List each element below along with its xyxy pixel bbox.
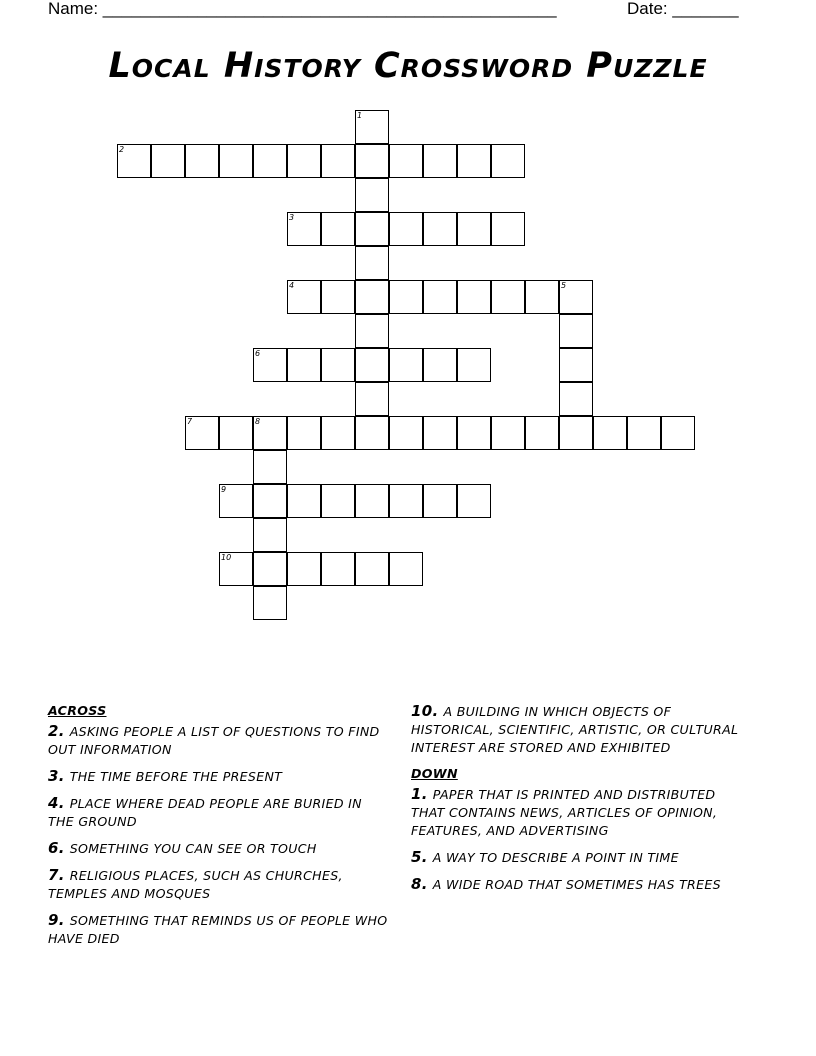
clue-number: 6 <box>255 349 261 358</box>
grid-cell[interactable] <box>593 416 627 450</box>
grid-cell[interactable] <box>457 144 491 178</box>
clues-column-right <box>411 702 741 902</box>
grid-cell[interactable] <box>355 416 389 450</box>
grid-cell[interactable] <box>423 280 457 314</box>
page-title: Local History Crossword Puzzle <box>108 46 708 86</box>
grid-cell[interactable] <box>253 416 287 450</box>
grid-cell[interactable] <box>321 484 355 518</box>
clue-across-10: 10. A BUILDING IN WHICH OBJECTS OF HISTORICAL, SCIENTIFIC, ARTISTIC, OR CULTURAL INTEREST ARE STORED AND EXHIBITED <box>411 702 739 755</box>
grid-cell[interactable] <box>355 348 389 382</box>
grid-cell[interactable] <box>287 144 321 178</box>
grid-cell[interactable] <box>423 348 457 382</box>
grid-cell[interactable] <box>389 280 423 314</box>
grid-cell[interactable] <box>253 450 287 484</box>
grid-cell[interactable] <box>321 212 355 246</box>
date-field[interactable]: Date: _______ <box>627 0 739 18</box>
grid-cell[interactable] <box>321 552 355 586</box>
grid-cell[interactable] <box>287 212 321 246</box>
across-heading: ACROSS <box>48 703 107 718</box>
grid-cell[interactable] <box>117 144 151 178</box>
grid-cell[interactable] <box>253 552 287 586</box>
clue-number: 10 <box>221 553 232 562</box>
grid-cell[interactable] <box>389 416 423 450</box>
grid-cell[interactable] <box>355 212 389 246</box>
grid-cell[interactable] <box>355 552 389 586</box>
grid-cell[interactable] <box>219 416 253 450</box>
grid-cell[interactable] <box>525 280 559 314</box>
grid-cell[interactable] <box>151 144 185 178</box>
grid-cell[interactable] <box>355 280 389 314</box>
clue-across-9: 9. SOMETHING THAT REMINDS US OF PEOPLE WHO HAVE DIED <box>48 911 388 946</box>
clue-across-7: 7. RELIGIOUS PLACES, SUCH AS CHURCHES, TEMPLES AND MOSQUES <box>48 866 343 901</box>
grid-cell[interactable] <box>287 552 321 586</box>
grid-cell[interactable] <box>185 144 219 178</box>
grid-cell[interactable] <box>355 484 389 518</box>
grid-cell[interactable] <box>219 552 253 586</box>
clue-number: 1 <box>357 111 363 120</box>
grid-cell[interactable] <box>457 212 491 246</box>
clue-across-6: 6. SOMETHING YOU CAN SEE OR TOUCH <box>48 839 317 857</box>
grid-cell[interactable] <box>355 110 389 144</box>
grid-cell[interactable] <box>321 144 355 178</box>
grid-cell[interactable] <box>423 484 457 518</box>
grid-cell[interactable] <box>321 280 355 314</box>
grid-cell[interactable] <box>423 212 457 246</box>
grid-cell[interactable] <box>219 484 253 518</box>
clue-down-1: 1. PAPER THAT IS PRINTED AND DISTRIBUTED THAT CONTAINS NEWS, ARTICLES OF OPINION, FEATURES, AND ADVERTISING <box>411 785 718 838</box>
grid-cell[interactable] <box>389 552 423 586</box>
clue-number: 3 <box>289 213 295 222</box>
grid-cell[interactable] <box>491 144 525 178</box>
grid-cell[interactable] <box>491 416 525 450</box>
clue-number: 2 <box>119 145 125 154</box>
clue-number: 4 <box>289 281 295 290</box>
grid-cell[interactable] <box>559 280 593 314</box>
grid-cell[interactable] <box>389 212 423 246</box>
grid-cell[interactable] <box>253 144 287 178</box>
grid-cell[interactable] <box>627 416 661 450</box>
clue-down-5: 5. A WAY TO DESCRIBE A POINT IN TIME <box>411 848 679 866</box>
grid-cell[interactable] <box>253 586 287 620</box>
grid-cell[interactable] <box>355 382 389 416</box>
grid-cell[interactable] <box>423 144 457 178</box>
grid-cell[interactable] <box>287 416 321 450</box>
grid-cell[interactable] <box>253 518 287 552</box>
clue-across-2: 2. ASKING PEOPLE A LIST OF QUESTIONS TO FIND OUT INFORMATION <box>48 722 380 757</box>
clue-number: 5 <box>561 281 567 290</box>
grid-cell[interactable] <box>457 484 491 518</box>
grid-cell[interactable] <box>287 280 321 314</box>
grid-cell[interactable] <box>253 484 287 518</box>
grid-cell[interactable] <box>559 382 593 416</box>
grid-cell[interactable] <box>457 280 491 314</box>
grid-cell[interactable] <box>389 484 423 518</box>
grid-cell[interactable] <box>185 416 219 450</box>
clue-number: 7 <box>187 417 193 426</box>
name-field[interactable]: Name: ________________________________________________ <box>48 0 557 18</box>
grid-cell[interactable] <box>355 314 389 348</box>
clue-across-4: 4. PLACE WHERE DEAD PEOPLE ARE BURIED IN THE GROUND <box>48 794 362 829</box>
grid-cell[interactable] <box>423 416 457 450</box>
grid-cell[interactable] <box>287 348 321 382</box>
grid-cell[interactable] <box>491 280 525 314</box>
grid-cell[interactable] <box>525 416 559 450</box>
grid-cell[interactable] <box>559 314 593 348</box>
clue-number: 8 <box>255 417 261 426</box>
grid-cell[interactable] <box>661 416 695 450</box>
grid-cell[interactable] <box>253 348 287 382</box>
grid-cell[interactable] <box>457 348 491 382</box>
grid-cell[interactable] <box>355 246 389 280</box>
grid-cell[interactable] <box>219 144 253 178</box>
clue-across-3: 3. THE TIME BEFORE THE PRESENT <box>48 767 283 785</box>
grid-cell[interactable] <box>355 144 389 178</box>
grid-cell[interactable] <box>389 348 423 382</box>
grid-cell[interactable] <box>559 348 593 382</box>
grid-cell[interactable] <box>287 484 321 518</box>
clues-column-left <box>48 702 388 956</box>
grid-cell[interactable] <box>491 212 525 246</box>
grid-cell[interactable] <box>321 348 355 382</box>
grid-cell[interactable] <box>355 178 389 212</box>
grid-cell[interactable] <box>457 416 491 450</box>
grid-cell[interactable] <box>389 144 423 178</box>
clue-down-8: 8. A WIDE ROAD THAT SOMETIMES HAS TREES <box>411 875 721 893</box>
grid-cell[interactable] <box>559 416 593 450</box>
down-heading: DOWN <box>411 766 458 781</box>
clue-number: 9 <box>221 485 227 494</box>
grid-cell[interactable] <box>321 416 355 450</box>
